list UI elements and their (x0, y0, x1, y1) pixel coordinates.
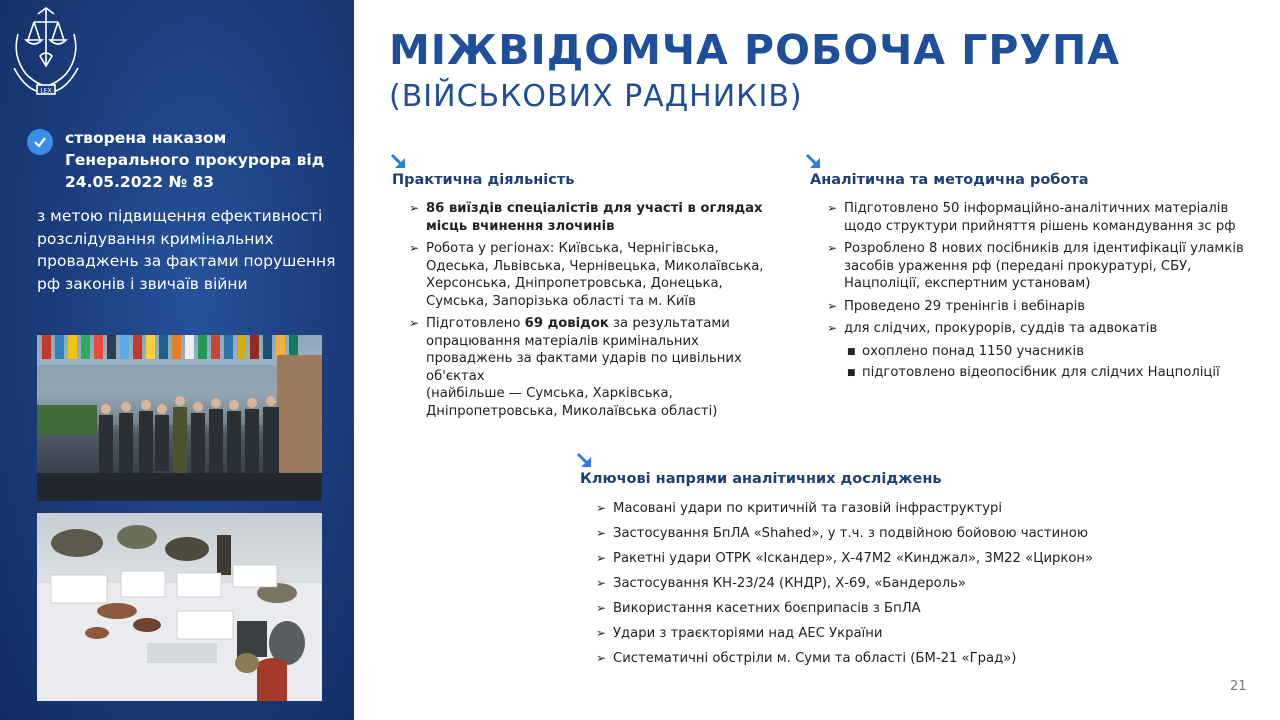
checkmark-icon (27, 129, 53, 155)
key-directions-list (596, 500, 1156, 675)
list-item: ➢ 86 виїздів спеціалістів для участі в оглядах місць вчинення злочинів (409, 200, 784, 235)
logo-ribbon-text: LEX (40, 87, 52, 95)
list-item-note: (найбільше — Сумська, Харківська, Дніпропетровська, Миколаївська області) (426, 386, 718, 419)
analytical-list (827, 200, 1252, 386)
arrow-down-right-icon (576, 452, 594, 470)
practical-list (409, 200, 784, 425)
list-item: ➢ Застосування КН-23/24 (КНДР), Х-69, «Бандероль» (596, 575, 1156, 593)
list-item: ➢ для слідчих, прокурорів, суддів та адвокатів (827, 320, 1252, 338)
fragments-exhibit-photo (37, 513, 322, 701)
list-item: ➢ Систематичні обстріли м. Суми та області (БМ-21 «Град») (596, 650, 1156, 668)
list-item: ➢ Підготовлено 50 інформаційно-аналітичних матеріалів щодо структури прийняття рішень командування зс рф (827, 200, 1252, 235)
page-title: МІЖВІДОМЧА РОБОЧА ГРУПА (389, 26, 1121, 74)
list-item: ➢ Робота у регіонах: Київська, Чернігівська, Одеська, Львівська, Чернівецька, Миколаївська, Херсонська, Дніпропетровська, Донецька, Сумська, Запорізька області та м. Київ (409, 240, 784, 310)
page-number: 21 (1230, 679, 1247, 694)
list-item: ➢ Ракетні удари ОТРК «Іскандер», Х-47М2 «Кинджал», 3М22 «Циркон» (596, 550, 1156, 568)
list-item: ➢ Підготовлено 69 довідок за результатами опрацювання матеріалів кримінальних проваджень за фактами ударів по цивільних об'єктах (найбільше — Сумська, Харківська, Дніпропетровська, Миколаївська області) (409, 315, 784, 420)
left-panel (0, 0, 354, 720)
sub-list-item: ■ охоплено понад 1150 учасників (827, 343, 1252, 361)
purpose-text: з метою підвищення ефективності розслідування кримінальних проваджень за фактами порушення рф законів і звичаїв війни (37, 207, 336, 293)
creation-order-text: створена наказом Генерального прокурора від 24.05.2022 № 83 (65, 129, 325, 191)
list-item: ➢ Використання касетних боєприпасів з БпЛА (596, 600, 1156, 618)
page-subtitle: (ВІЙСЬКОВИХ РАДНИКІВ) (389, 79, 803, 114)
practical-heading: Практична діяльність (392, 172, 575, 188)
group-photo (37, 335, 322, 501)
arrow-down-right-icon (390, 153, 408, 171)
analytical-heading: Аналітична та методична робота (810, 172, 1089, 188)
prosecutor-emblem-icon (4, 4, 88, 98)
key-directions-heading: Ключові напрями аналітичних досліджень (580, 471, 942, 487)
list-item: ➢ Масовані удари по критичній та газовій інфраструктурі (596, 500, 1156, 518)
arrow-down-right-icon (805, 153, 823, 171)
sub-list-item: ■ підготовлено відеопосібник для слідчих Нацполіції (827, 364, 1252, 382)
list-item: ➢ Удари з траєкторіями над АЕС України (596, 625, 1156, 643)
list-item: ➢ Проведено 29 тренінгів і вебінарів (827, 298, 1252, 316)
list-item: ➢ Застосування БпЛА «Shahed», у т.ч. з подвійною бойовою частиною (596, 525, 1156, 543)
list-item: ➢ Розроблено 8 нових посібників для ідентифікації уламків засобів ураження рф (передані прокуратурі, СБУ, Нацполіції, експертним установам) (827, 240, 1252, 293)
